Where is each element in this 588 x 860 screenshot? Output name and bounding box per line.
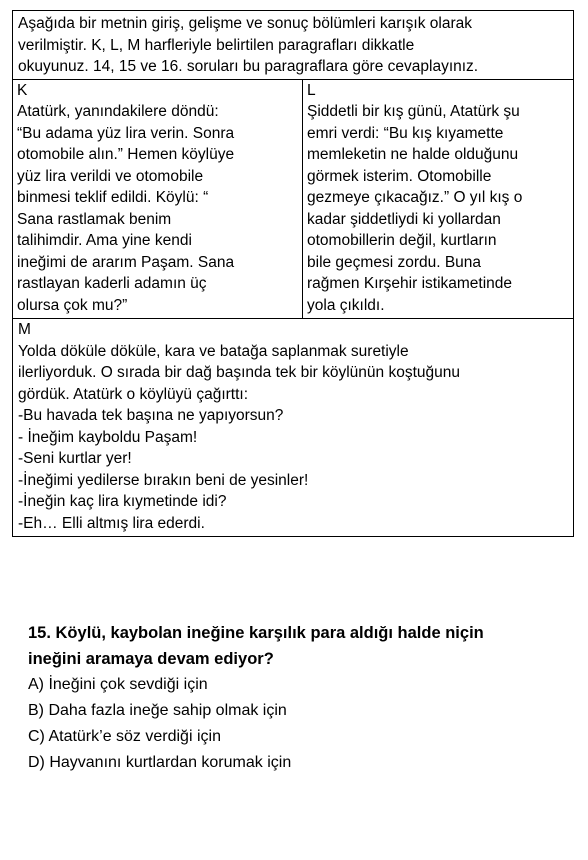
paragraph-label: L [307,81,316,99]
paragraph-line: gezmeye çıkacağız.” O yıl kış o [307,189,523,206]
instruction-line: verilmiştir. K, L, M harfleriyle belirtilen paragrafları dikkatle [18,36,415,54]
paragraph-line: otomobile alın.” Hemen köylüye [17,146,235,163]
dialogue-line: - İneğim kayboldu Paşam! [18,428,198,446]
paragraph-m [13,319,573,536]
paragraph-line: ilerliyorduk. O sırada bir dağ başında tek bir köylünün koştuğunu [18,364,460,381]
reading-passage-box [12,10,574,537]
paragraph-line: yüz lira verildi ve otomobile [17,167,204,185]
instructions [13,11,573,80]
question-text: 15. Köylü, kaybolan ineğine karşılık para aldığı halde niçin [28,624,484,642]
answer-option-a[interactable]: A) İneğini çok sevdiği için [28,676,208,693]
paragraph-line: talihimdir. Ama yine kendi [17,232,192,249]
paragraph-line: Yolda döküle döküle, kara ve batağa saplanmak suretiyle [18,342,409,360]
paragraph-line: ineğimi de ararım Paşam. Sana [17,253,235,271]
paragraph-line: görmek isterim. Otomobille [307,167,492,185]
paragraph-line: Şiddetli bir kış günü, Atatürk şu [307,103,520,120]
paragraphs-k-l-row [13,80,573,320]
paragraph-line: otomobillerin değil, kurtların [307,232,497,249]
paragraph-line: yola çıkıldı. [307,296,385,314]
answer-option-c[interactable]: C) Atatürk’e söz verdiği için [28,728,221,745]
dialogue-line: -İneğimi yedilerse bırakın beni de yesinler! [18,471,309,489]
dialogue-line: -Eh… Elli altmış lira ederdi. [18,514,205,532]
paragraph-line: Atatürk, yanındakilere döndü: [17,103,219,120]
dialogue-line: -Bu havada tek başına ne yapıyorsun? [18,407,284,424]
paragraph-k [13,80,303,319]
dialogue-line: -Seni kurtlar yer! [18,450,132,467]
paragraph-label: K [17,81,28,99]
paragraph-l [303,80,573,319]
paragraph-line: Sana rastlamak benim [17,210,172,228]
question-text: ineğini aramaya devam ediyor? [28,650,274,668]
paragraph-line: “Bu adama yüz lira verin. Sonra [17,124,235,142]
paragraph-line: kadar şiddetliydi ki yollardan [307,210,501,228]
answer-option-d[interactable]: D) Hayvanını kurtlardan korumak için [28,754,292,771]
paragraph-line: memleketin ne halde olduğunu [307,146,519,163]
paragraph-label: M [18,321,31,338]
paragraph-line: rağmen Kırşehir istikametinde [307,275,513,292]
paragraph-line: emri verdi: “Bu kış kıyamette [307,124,504,142]
paragraph-line: gördük. Atatürk o köylüyü çağırttı: [18,385,249,403]
paragraph-line: binmesi teklif edildi. Köylü: “ [17,189,209,206]
question-15 [28,620,576,776]
paragraph-line: olursa çok mu?” [17,296,128,314]
instruction-line: Aşağıda bir metnin giriş, gelişme ve sonuç bölümleri karışık olarak [18,15,472,32]
paragraph-line: rastlayan kaderli adamın üç [17,275,207,292]
instruction-line: okuyunuz. 14, 15 ve 16. soruları bu paragraflara göre cevaplayınız. [18,58,479,75]
dialogue-line: -İneğin kaç lira kıymetinde idi? [18,493,227,510]
paragraph-line: bile geçmesi zordu. Buna [307,253,482,271]
answer-option-b[interactable]: B) Daha fazla ineğe sahip olmak için [28,702,287,719]
